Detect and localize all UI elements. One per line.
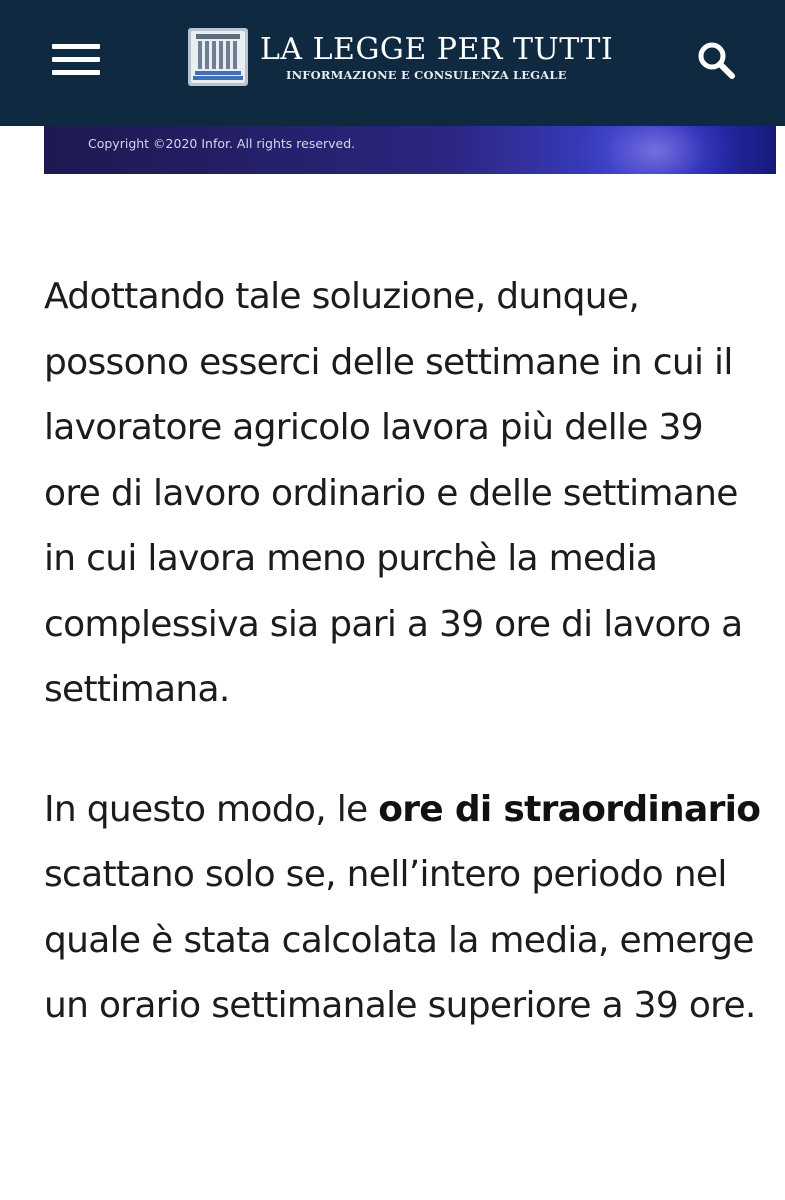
site-logo[interactable] [188, 28, 614, 88]
search-icon[interactable] [692, 36, 742, 86]
search-icon-graphic [692, 36, 742, 86]
paragraph-text: scattano solo se, nell’intero periodo nel quale è stata calcolata la media, emerge un orario settimanale superiore a 39 ore. [44, 854, 756, 1026]
logo-subtitle: INFORMAZIONE E CONSULENZA LEGALE [286, 68, 567, 82]
menu-bar [52, 57, 100, 62]
menu-bar [52, 70, 100, 75]
paragraph-text: In questo modo, le [44, 788, 379, 830]
bold-keyword: ore di straordinario [378, 788, 761, 830]
logo-title: LA LEGGE PER TUTTI [260, 32, 614, 67]
columns-logo-icon [188, 28, 248, 86]
article-paragraph [44, 777, 764, 1039]
ad-banner[interactable] [44, 126, 776, 174]
article-paragraph: Adottando tale soluzione, dunque, possono esserci delle settimane in cui il lavoratore agricolo lavora più delle 39 ore di lavoro ordinario e delle settimane in cui lavora meno purchè la media complessiva sia pari a 39 ore di lavoro a settimana. [44, 276, 743, 710]
hamburger-menu-icon[interactable] [52, 44, 100, 76]
site-header [0, 0, 785, 126]
article-body [44, 264, 764, 1093]
menu-bar [52, 44, 100, 49]
banner-copyright: Copyright ©2020 Infor. All rights reserved. [88, 136, 356, 151]
